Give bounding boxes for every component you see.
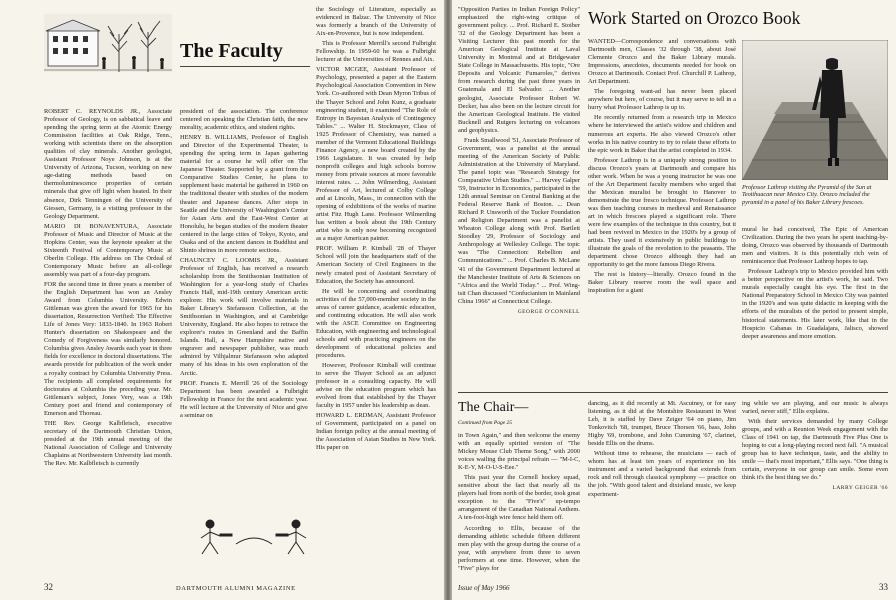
article-smallwood: Frank Smallwood '51, Associate Professor of Government, was a panelist at the annual meeting of the American Society of Public Administration at the University of Maryland. The panel topic was "Research Strategy for Comparative Urban Studies." ... Harvey Galper '59, Instructor in Economics, participated in the 12th annual Seminar on Central Banking at the Federal Reserve Bank of Boston. ... Dean Richard P. Unsworth of the Tucker Foundation and Religion Department was a panelist at Wheaton College along with Prof. Bartlett Stoodley '29, Professor of Sociology and Anthropology at Wellesley College. The topic was "The Connection: Rebellion and Communications." ... Prof. Charles B. McLane '41 of the Government Department lectured at the Manchester Institute of Arts & Sciences on "Africa and the World Today." ... Prof. Wing-tsit Chan discussed "Confucianism in Mainland China 1966" at Connecticut College. [458, 136, 580, 305]
article-kalbfleisch: THE Rev. George Kalbfleisch, executive secretary of the Dartmouth Christian Union, presided at the 19th annual meeting of the National Association of College and University Chaplains at Northwestern University last month. The Rev. Mr. Kalbfleisch is currently [44, 419, 172, 468]
byline-oconnell: GEORGE O'CONNELL [517, 308, 580, 315]
right-page [452, 0, 896, 600]
orozco-para-5: mural he had conceived, The Epic of American Civilization. During the two years he spent teaching-by-doing, Orozco was observed by thousands of Dartmouth men and visitors. It is this potentially rich vein of reminiscence that Professor Lathrop hopes to tap. [742, 226, 888, 266]
page-number-left: 32 [44, 582, 53, 592]
chair-para-3: According to Ellis, because of the demanding athletic schedule fifteen different men play with the group during the course of a year, with anywhere from three to seven performers at one time. However, when the "Five" plays for [458, 524, 580, 572]
orozco-para-4: The rest is history—literally. Orozco found in the Baker Library reserve room the wall space and inspiration for a giant [588, 271, 736, 295]
article-merrill-fulbright: This is Professor Merrill's second Fulbright Fellowship. In 1959-60 he was a Fulbright lecturer at the Universities of Rennes and Aix. [316, 40, 436, 64]
orozco-want-ad: WANTED—Correspondence and conversations with Dartmouth men, Classes '32 through '38, about José Clemente Orozco and the Baker Library murals. Impressions, anecdotes, documents needed for book on Orozco at Dartmouth. Contact Prof. Churchill P. Lathrop, Art Department. [588, 38, 736, 86]
chair-para-5: Without time to rehearse, the musicians — each of whom has at least ten years of experience on his instrument and a varied background that extends from rock and roll through classical symphony — practice on the job. "With good talent and dixieland music, we keep experiment- [588, 450, 736, 498]
section-divider [458, 392, 888, 393]
footer-issue: Issue of May 1966 [458, 584, 510, 592]
chair-para-1: in Town Again," and then welcome the enemy with an equally spirited version of "The Mickey Mouse Club Theme Song," with 2000 voices wailing the principal refrain — "M-I-C, K-E-Y, M-O-U-S-Eee." [458, 432, 580, 472]
chair-col2 [588, 400, 736, 560]
chair-col3 [742, 400, 888, 560]
left-col3 [316, 6, 436, 558]
footer-magazine-title: DARTMOUTH ALUMNI MAGAZINE [176, 585, 296, 592]
article-kimball-duties: He will be concerning and coordinating activities of the 57,000-member society in the areas of career guidance, academic education, and continuing education. He will also work with the ASCE Committee on Engineering Education, with engineering and technological schools and with practicing engineers on the development of educational policies and procedures. [316, 287, 436, 359]
left-col2 [180, 108, 308, 520]
lathrop-pyramid-photo [742, 40, 888, 180]
right-col1 [458, 6, 580, 382]
orozco-para-2: He recently returned from a research trip in Mexico where he interviewed the artist's widow and children and numerous art experts. He also viewed Orozco's other works in his native country to try to relate these efforts to the epic work in Baker that the artist completed in 1934. [588, 114, 736, 154]
article-loomis: CHAUNCEY C. LOOMIS JR., Assistant Professor of English, has received a research scholarship from the Smithsonian Institution of Washington for a year-long study of Charles Francis Hall, mid-19th century American arctic explorer. His work will involve materials in Baker Library's Stefansson Collection, at the Smithsonian in Washington, and at Cambridge University, England. He also hopes to retrace the explorer's routes in Greenland and the Baffin Islands. Hall, a New Hampshire native and engraver and newspaper publisher, was much admired by Vilhjalmur Stefansson who adapted many of his ideas in his own exploration of the Arctic. [180, 256, 308, 377]
chair-headline: The Chair— [458, 400, 529, 415]
left-page [0, 0, 444, 600]
article-kimball-adjunct: However, Professor Kimball will continue to serve the Thayer School as an adjunct professor in a consulting capacity. He will advise on the education program which has evolved from that established by the Thayer faculty in 1957 under his leadership as dean. [316, 362, 436, 410]
article-reynolds: ROBERT C. REYNOLDS JR., Associate Professor of Geology, is on sabbatical leave and spending the spring term at the Atomic Energy Commission facilities at Oak Ridge, Tenn., working with scientists there on the absorption qualities of clay minerals. Another geologist, Assistant Professor Noye Johnson, is at the University of Arizona, Tucson, working on new age-dating methods based on thermoluminescence properties of certain minerals that give off light when heated. In their absence, Dirk Tenningen of the University of Giessen, Germany, is a visiting professor in the Geology Department. [44, 108, 172, 220]
left-col1 [44, 108, 172, 563]
chair-para-6: ing while we are playing, and our music is always varied, never stiff," Ellis explains. [742, 400, 888, 416]
right-col3 [742, 226, 888, 386]
page-number-right: 33 [879, 582, 888, 592]
article-merrill: PROF. Francis E. Merrill '26 of the Sociology Department has been awarded a Fulbright Fellowship in France for the next academic year. He will lecture at the University of Nice and give a seminar on [180, 379, 308, 419]
orozco-para-3: Professor Lathrop is in a uniquely strong position to discuss Orozco's years at Dartmouth and compare his other work. When he was a young instructor he was one of the Art Department faculty members who urged that the Mexican muralist be brought to Hanover to demonstrate the true fresco technique. Professor Lathrop was then teaching courses in medieval and Renaissance art in which frescoes played a significant role. There were few examples of the technique in this country, but it had been revived in Mexico in the 1920's by a group of artists. They used it extensively in public buildings to illustrate the goals of the revolution to the peasants. The department chose Orozco although they had an opportunity to get the more famous Diego Rivera. [588, 156, 736, 269]
byline-geiger: LARRY GEIGER '66 [832, 485, 888, 492]
article-kalbfleisch-cont: president of the association. The conference centered on speaking the Christian faith, the new morality, academic ethics, and student rights. [180, 108, 308, 132]
article-erdman: HOWARD L. ERDMAN, Assistant Professor of Government, participated on a panel on Indian foreign policy at the annual meeting of the Association of Asian Studies in New York. His paper on [316, 412, 436, 452]
article-mcgee: VICTOR MCGEE, Assistant Professor of Psychology, presented a paper at the Eastern Psychological Association Convention in New York. Co-authored with Dean Myron Tribus of the Thayer School and John Kunz, a graduate engineering student, it examined "The Role of Entropy in Bayesian Analysis of Contingency Tables." ... Walter H. Stockmayer, Class of 1925 Professor of Chemistry, was named a member of the Vermont Educational Buildings Finance Agency, a new board created by the 1966 Legislature. It was created by help nonprofit colleges and high schools borrow money from private sources at more favorable interest rates. ... John Wilmerding, Assistant Professor of Art, lectured at Colby College and at Lincoln, Mass., in connection with the opening of exhibitions of the works of marine artist Fitz Hugh Lane. Professor Wilmerding has written a book about the 19th Century artist who is only now becoming recognized as a major American painter. [316, 66, 436, 243]
orozco-para-6: Professor Lathrop's trip to Mexico provided him with a better perspective on the artist's work, he said. Two murals especially caught his eye. The first in the National Preparatory School in Mexico City was painted in the 1920's and was quite didactic in keeping with the efforts of the muralists of the period to present simple, historical statements. His later work, like that in the Hospicio Cabanas in Guadalajara, Jalisco, showed deeper awareness and more emotion. [742, 268, 888, 340]
photo-caption: Professor Lathrop visiting the Pyramid of the Sun at Teotihuacan near Mexico City. Orozco included the pyramid in a panel of his Baker Library frescoes. [742, 184, 872, 206]
chair-para-2: This past year the Cornell hockey squad, sensitive about the fact that nearly all its players hail from north of the border, took great exception to the "Five's" up-tempo arrangement of the Canadian National Anthem. A ten-foot-high wire fence held them off. [458, 474, 581, 522]
chair-para-7: With their services demanded by many College groups, and with a Reunion Week engagement with the Class of 1941 on tap, the Dartmouth Five Plus One is hoping to cut a long-playing record next fall. "A musical group has to have technique, taste, and the ability to smile — that's most important," Ellis says. "One thing is certain, everyone in our group can smile. Some even think it's the best thing we do." [742, 418, 888, 482]
article-williams: HENRY B. WILLIAMS, Professor of English and Director of the Experimental Theater, is spending the spring term in Japan gathering material for a course he will offer on The Japanese Theater. Supported by a grant from the Comparative Studies Center, he plans to supplement basic material he gathered in 1960 on the traditional theater with studies of the modern theater and Japanese dances. After stops in Seattle and the University of Washington's Center for Asian Arts and the East-West Center at Honolulu, he began studies of the modern theater centered in the large cities of Tokyo, Kyoto, and Osaka and of the ancient dances in Buddhist and Shinto shrines in more remote sections. [180, 134, 308, 254]
article-merrill-cont: the Sociology of Literature, especially as evidenced in Balzac. The University of Nice was formerly a branch of the University of Aix-en-Provence, but is now independent. [316, 6, 436, 38]
faculty-footer-illustration [196, 514, 312, 556]
chair-col1 [458, 432, 581, 572]
faculty-headline: The Faculty [180, 40, 283, 62]
faculty-header-illustration [44, 14, 172, 72]
article-kimball: PROF. William P. Kimball '28 of Thayer School will join the headquarters staff of the American Society of Civil Engineers in the newly created post of Assistant Secretary of Education, the Society has announced. [316, 245, 436, 285]
orozco-headline: Work Started on Orozco Book [588, 8, 801, 28]
chair-para-4: dancing, as it did recently at Mt. Ascutney, or for easy listening, as it did at the Montshire Restaurant in West Leb, it is staffed by Dave Zeiger '64 on piano, Jim Tonkovitch '68, trumpet, Bruce Thorsen '66, bass, John Higby '69, trombone, and John Cumming '67, clarinet, beside Ellis on the drums. [588, 400, 736, 448]
right-col2 [588, 38, 736, 388]
article-erdman-cont: "Opposition Parties in Indian Foreign Policy" emphasized the right-wing critique of government policy. ... Prof. Richard E. Stoiber '32 of the Geology Department has been a Visiting Lecturer this past month for the American Geological Institute at Laval University in Montreal and at Bridgewater State College in Massachusetts. His topic, "Ore Deposits and Volcanic Fumaroles," derives from research during the past three years in Guatemala and El Salvador. ... Another geologist, Associate Professor Robert W. Decker, has also been on the lecture circuit for the American Geological Institute. He visited Bucknell and Rutgers lecturing on volcanoes and geophysics. [458, 6, 580, 134]
article-bonaventura: MARIO DI BONAVENTURA, Associate Professor of Music and Director of Music at the Hopkins Center, was the keynote speaker at the Sixteenth Festival of Contemporary Music at Oberlin College. His address on The Ordeal of Contemporary Music before an all-college assembly was part of a four-day program. [44, 222, 172, 278]
article-ansley-award: FOR the second time in three years a member of the English Department has won an Ansley Award from Columbia University. Edwin Gittleman was given the award for 1965 for his dissertation, Resurrection Verified: The Effective Life of Jones Very: 1833-1840. In 1963 Robert Hunter's dissertation on Shakespeare and the Comedy of Forgiveness was similarly honored. Columbia gives Ansley Awards each year in three fields for excellence in doctoral dissertations. The awards provide for publication of the work under a royalty contract by Columbia University Press. The recipients all completed requirements for doctorates at Columbia the preceding year. Mr. Gittleman's subject, Jones Very, was a 19th Century poet and friend and contemporary of Emerson and Thoreau. [44, 280, 172, 417]
binding-gutter [444, 0, 452, 600]
headline-rule [180, 66, 310, 67]
orozco-para-1: The foregoing want-ad has never been placed anywhere but here, of course, but it may serve to tell in a hurry what Professor Lathrop is up to. [588, 88, 736, 112]
chair-continued: Continued from Page 25 [458, 420, 513, 426]
